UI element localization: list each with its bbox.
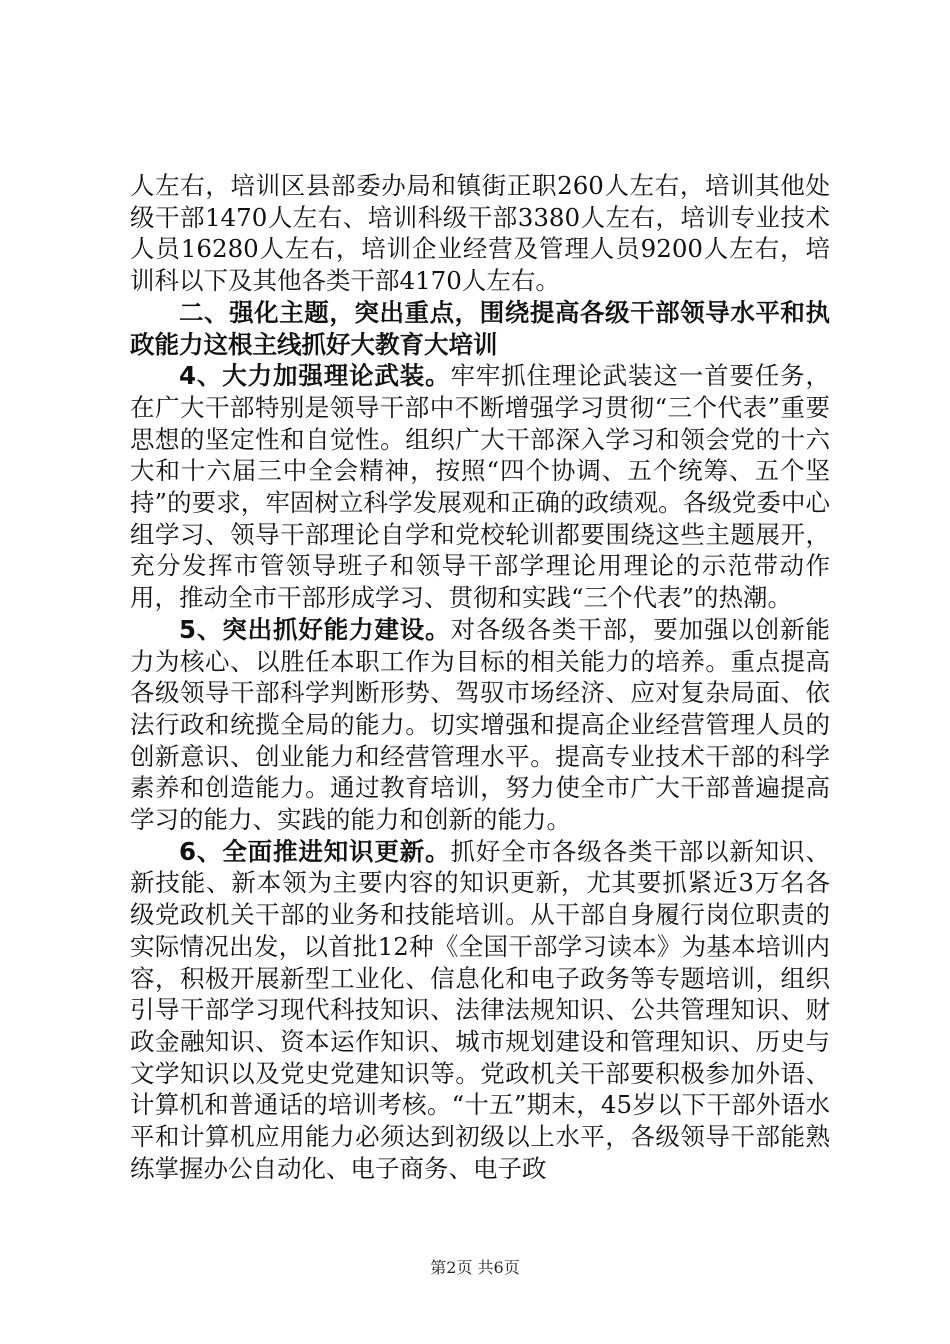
item-4-body: 牢牢抓住理论武装这一首要任务，在广大干部特别是领导干部中不断增强学习贯彻“三个代表”重要思想的坚定性和自觉性。组织广大干部深入学习和领会党的十六大和十六届三中全会精神，按照“四个协调、五个统筹、五个坚持”的要求，牢固树立科学发展观和正确的政绩观。各级党委中心组学习、领导干部理论自学和党校轮训都要围绕这些主题展开，充分发挥市管领导班子和领导干部学理论用理论的示范带动作用，推动全市干部形成学习、贯彻和实践“三个代表”的热潮。 xyxy=(130,361,831,613)
item-4-paragraph xyxy=(130,360,830,614)
item-6-lead: 6、全面推进知识更新。 xyxy=(179,836,451,866)
item-4-lead: 4、大力加强理论武装。 xyxy=(179,361,451,391)
continuation-paragraph: 人左右，培训区县部委办局和镇街正职260人左右，培训其他处级干部1470人左右、培训科级干部3380人左右，培训专业技术人员16280人左右，培训企业经营及管理人员9200人左右，培训科以下及其他各类干部4170人左右。 xyxy=(130,171,830,296)
document-body xyxy=(130,170,830,1185)
section-heading: 二、强化主题，突出重点，围绕提高各级干部领导水平和执政能力这根主线抓好大教育大培训 xyxy=(130,297,830,359)
item-6-body: 抓好全市各级各类干部以新知识、新技能、新本领为主要内容的知识更新，尤其要抓紧近3万名各级党政机关干部的业务和技能培训。从干部自身履行岗位职责的实际情况出发，以首批12种《全国干部学习读本》为基本培训内容，积极开展新型工业化、信息化和电子政务等专题培训，组织引导干部学习现代科技知识、法律法规知识、公共管理知识、财政金融知识、资本运作知识、城市规划建设和管理知识、历史与文学知识以及党史党建知识等。党政机关干部要积极参加外语、计算机和普通话的培训考核。“十五”期末，45岁以下干部外语水平和计算机应用能力必须达到初级以上水平，各级领导干部能熟练掌握办公自动化、电子商务、电子政 xyxy=(130,836,831,1183)
item-5-paragraph xyxy=(130,614,830,836)
item-6-paragraph xyxy=(130,836,830,1185)
page-number-footer: 第2页 共6页 xyxy=(430,1258,520,1277)
item-5-body: 对各级各类干部，要加强以创新能力为核心、以胜任本职工作为目标的相关能力的培养。重点提高各级领导干部科学判断形势、驾驭市场经济、应对复杂局面、依法行政和统揽全局的能力。切实增强和提高企业经营管理人员的创新意识、创业能力和经营管理水平。提高专业技术干部的科学素养和创造能力。通过教育培训，努力使全市广大干部普遍提高学习的能力、实践的能力和创新的能力。 xyxy=(130,614,831,835)
item-5-lead: 5、突出抓好能力建设。 xyxy=(179,614,451,644)
